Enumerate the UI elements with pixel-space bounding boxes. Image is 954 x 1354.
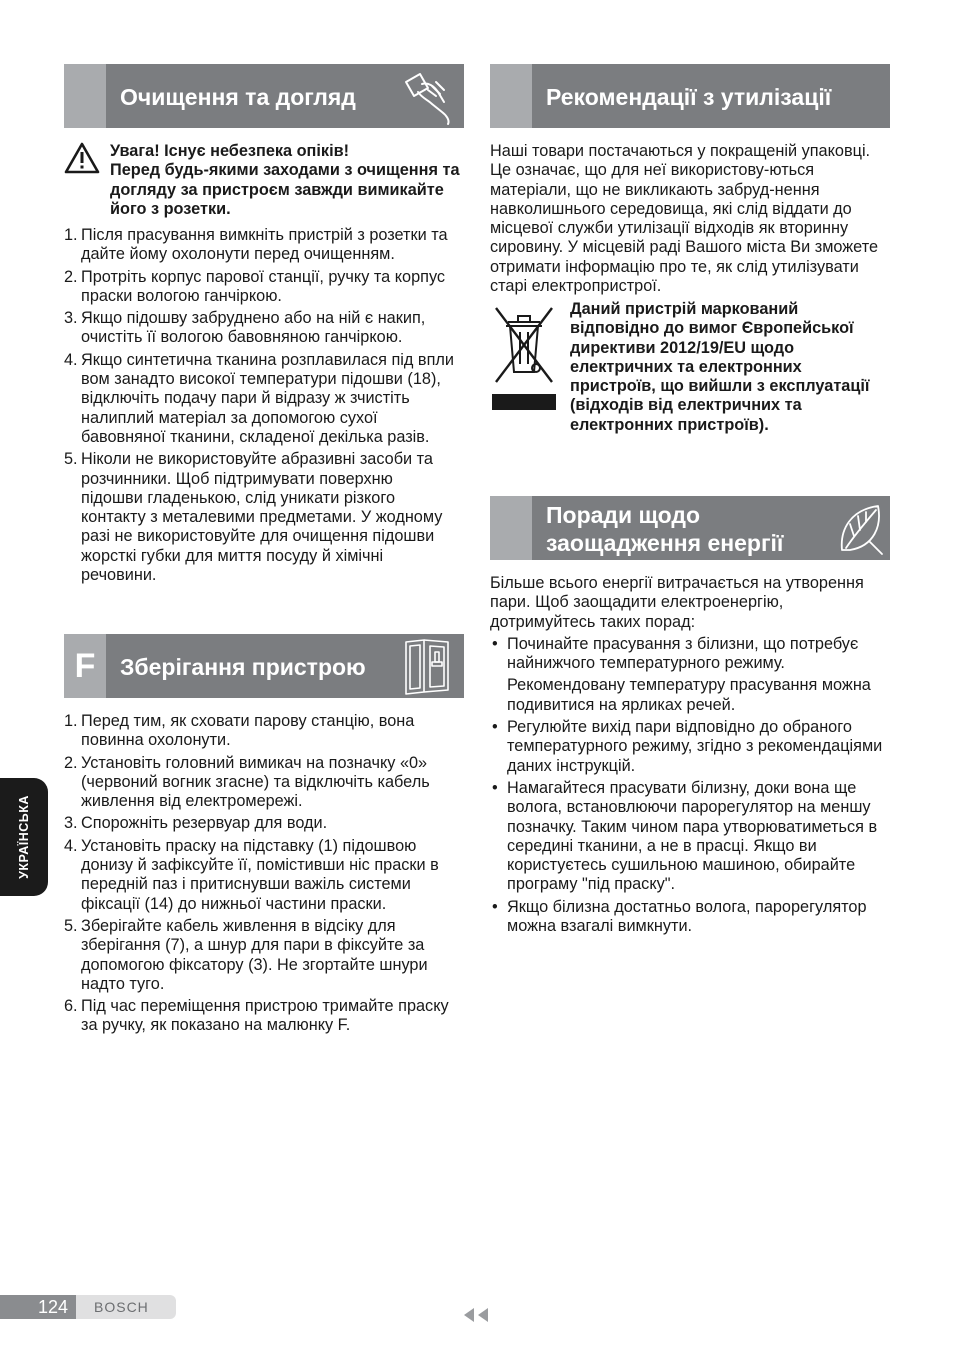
cleaning-title: Очищення та догляд xyxy=(120,84,356,110)
leaf-icon xyxy=(836,500,886,556)
header-tab xyxy=(490,64,532,128)
list-item: 4. Установіть праску на підставку (1) підошвою донизу й зафіксуйте її, помістивши ніс праски в передній паз і притиснувши важіль системи фіксації (14) до нижньої частини праски. xyxy=(64,836,439,913)
storage-list xyxy=(64,712,458,1039)
energy-note: Рекомендовану температуру прасування можна подивитися на ярликах речей. xyxy=(507,676,871,714)
disposal-title: Рекомендації з утилізації xyxy=(546,84,832,110)
cleaning-header xyxy=(64,64,464,128)
storage-title: Зберігання пристрою xyxy=(120,654,366,680)
list-item: 6. Під час переміщення пристрою тримайте праску за ручку, як показано на малюнку F. xyxy=(64,997,449,1035)
list-item: 3. Якщо підошву забруднено або на ній є накип, очистіть її вологою бавовняною ганчіркою. xyxy=(64,309,426,347)
cleaning-hand-icon xyxy=(398,68,458,128)
energy-title-line1: Поради щодо xyxy=(546,502,701,528)
warning-block xyxy=(110,142,462,219)
storage-cabinet-icon xyxy=(402,636,454,696)
energy-title xyxy=(546,501,783,557)
storage-letter: F xyxy=(74,647,96,685)
disposal-intro: Наші товари постачаються у покращеній упаковці. Це означає, що для неї використову-ються матеріали, що не викликають забруд-нення навколишнього середовища, які слід віддати до місцевої служби утилізації відходів як вторинну сировину. У місцевій раді Вашого міста Ви зможете отримати інформацію про те, як слід утилізувати старі електропристрої. xyxy=(490,142,879,296)
storage-header xyxy=(64,634,464,698)
energy-content xyxy=(490,574,892,939)
list-item: • Регулюйте вихід пари відповідно до обраного температурного режиму, згідно з рекомендаціями даних інструкцій. xyxy=(492,718,883,775)
list-item: 1. Перед тим, як сховати парову станцію, вона повинна охолонути. xyxy=(64,712,415,750)
warning-triangle-icon xyxy=(64,142,100,174)
energy-intro: Більше всього енергії витрачається на утворення пари. Щоб заощадити електроенергію, дотримуйтесь таких порад: xyxy=(490,574,864,631)
page-number: 124 xyxy=(0,1295,76,1319)
header-tab xyxy=(64,634,106,698)
weee-text: Даний пристрій маркований відповідно до вимог Європейської директиви 2012/19/EU щодо електричних та електронних пристроїв, що вийшли з експлуатації (відходів від електричних та електронних пристроїв). xyxy=(570,300,870,434)
list-item: 4. Якщо синтетична тканина розплавилася під впли вом занадто високої температури підошви (18), відключіть подачу пари й відразу ж зчистіть налиплий матеріал за допомогою сухої бавовняної тканини, складеної декілька разів. xyxy=(64,350,454,446)
list-item: 5. Зберігайте кабель живлення в відсіку для зберігання (7), а шнур для пари в фіксуйте за допомогою фіксатору (3). Не згортайте шнури надто туго. xyxy=(64,916,428,993)
list-item: • Намагайтеся прасувати білизну, доки вона ще волога, встановлюючи парорегулятор на меншу позначку. Таким чином пара утворюватиметься в середині тканини, а не в прасці. Якщо ви користуєтесь сушильною машиною, обирайте програму "під праску". xyxy=(492,778,878,894)
list-item: 2. Протріть корпус парової станції, ручку та корпус праски вологою ганчіркою. xyxy=(64,267,446,305)
disposal-header xyxy=(490,64,890,128)
warning-body: Перед будь-якими заходами з очищення та догляду за пристроєм завжди вимикайте його з розетки. xyxy=(110,161,460,218)
header-tab xyxy=(64,64,106,128)
language-label: УКРАЇНСЬКА xyxy=(17,795,31,879)
brand-label: BOSCH xyxy=(76,1295,176,1319)
weee-bin-icon xyxy=(490,302,558,412)
list-item: 1. Після прасування вимкніть пристрій з розетки та дайте йому охолонути перед очищенням. xyxy=(64,226,448,264)
list-item: • Починайте прасування з білизни, що потребує найнижчого температурного режиму. xyxy=(492,634,859,673)
energy-header xyxy=(490,496,890,560)
back-arrow-icon[interactable] xyxy=(462,1307,490,1323)
list-item: • Якщо білизна достатньо волога, парорегулятор можна взагалі вимкнути. xyxy=(492,897,867,936)
warning-title: Увага! Існує небезпека опіків! xyxy=(110,142,350,160)
cleaning-list xyxy=(64,226,458,588)
header-tab xyxy=(490,496,532,560)
language-tab xyxy=(0,778,48,896)
list-item: 2. Установіть головний вимикач на позначку «0» (червоний вогник згасне) та відключіть кабель живлення від електромережі. xyxy=(64,753,430,811)
list-item: 3. Спорожніть резервуар для води. xyxy=(64,814,328,833)
list-item: 5. Ніколи не використовуйте абразивні засоби та розчинники. Щоб підтримувати поверхню підошви гладенькою, слід уникати різкого контакту з металевими предметами. У жодному разі не використовуйте для очищення підошви жорсткі губки для миття посуду й хімічні речовини. xyxy=(64,450,443,585)
energy-title-line2: заощадження енергії xyxy=(546,530,784,556)
